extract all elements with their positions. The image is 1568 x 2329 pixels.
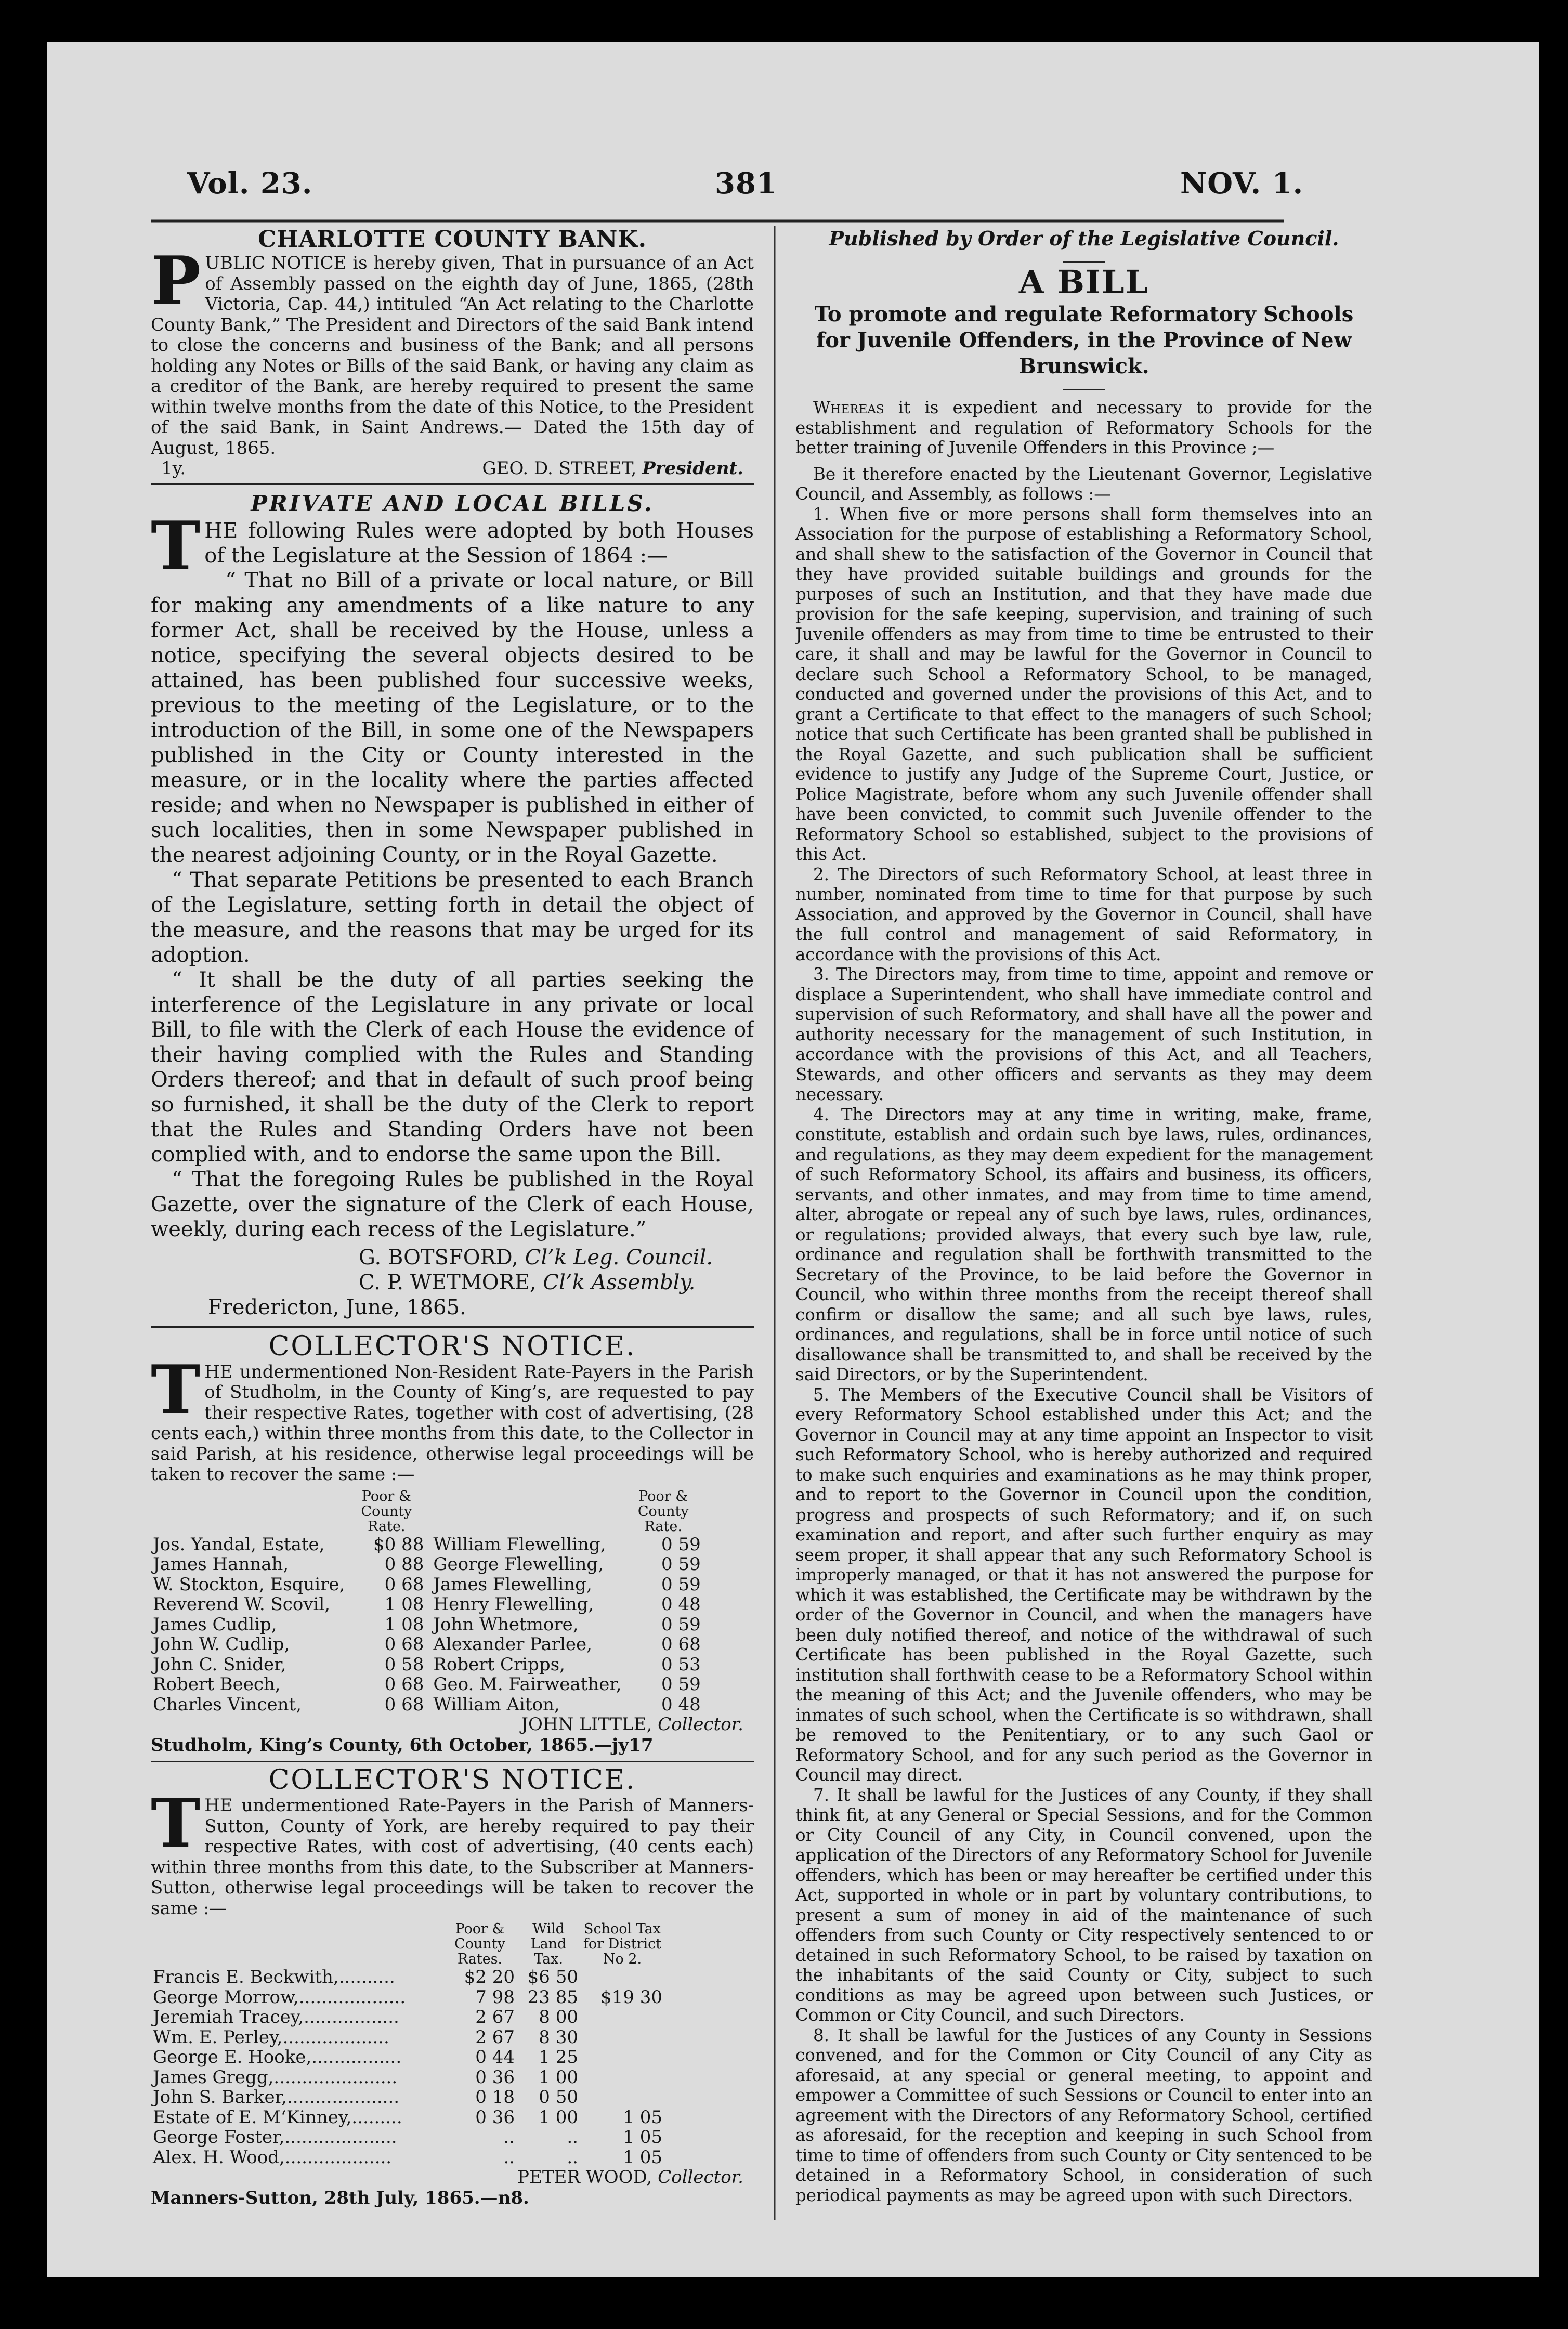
notice2-signer-title: Collector. [658,2167,743,2188]
studholm-rates-table [151,1488,703,1715]
notice2-footer: Manners-Sutton, 28th July, 1865.—n8. [151,2187,529,2208]
notice2-signer: PETER WOOD, [517,2167,652,2188]
table-row: John S. Barker,.................... 0 18 0 50 [153,2087,578,2108]
whereas-clause: it is expedient and necessary to provide for the establishment and regulation of Reformatory Schools for the better training of Juvenile Offenders in this Province ;— [795,398,1373,457]
bill-section: 7. It shall be lawful for the Justices of any County, if they shall think fit, at any General or Special Sessions, and for the Common or City Council of any City, in Council convened, upon the application of the Directors of any Reformatory School for Juvenile offenders, which has been or may hereafter be certified under this Act, supported in whole or in part by voluntary contributions, to present a sum of money in aid of the maintenance of such offenders from such County or City respectively sentenced to or detained in such Reformatory School, to be raised by taxation on the inhabitants of the said County or City, subject to such conditions as may be agreed upon between such Justices, or Common or City Council, and such Directors. [795,1785,1373,2025]
collector-notice-title: COLLECTOR'S NOTICE. [268,1330,636,1362]
bills-intro: HE following Rules were adopted by both Houses of the Legislature at the Session of 1864 :— [204,518,754,568]
school-tax-header: School Tax for District No 2. [583,1921,662,1967]
notice2-drop-cap: T [151,1785,201,1863]
notice1-drop-cap: T [151,1351,201,1429]
volume-number: Vol. 23. [187,166,313,201]
bank-signer-title: President. [642,458,743,479]
table-row: John C. Snider, 0 58 Robert Cripps, 0 53 [153,1654,701,1675]
table-row: Robert Beech, 0 68 Geo. M. Fairweather, 0 59 [153,1674,701,1695]
bank-notice [151,226,754,479]
rate-column-header: Poor & County Rate. [361,1488,412,1535]
rate-column-header: Poor & County Rate. [637,1488,689,1535]
table-row: W. Stockton, Esquire, 0 68 James Flewelling, 0 59 [153,1574,701,1595]
bills-rule-paragraph: “ It shall be the duty of all parties seeking the interference of the Legislature in any private or local Bill, to file with the Clerk of each House the evidence of their having complied with the Rules and Standing Orders thereof; and that in default of such proof being so furnished, it shall be the duty of the Clerk to report that the Rules and Standing Orders have not been complied with, and to endorse the same upon the Bill. [151,967,754,1167]
bank-notice-title: CHARLOTTE COUNTY BANK. [258,226,647,253]
table-row: George E. Hooke,................ 0 44 1 25 [153,2047,578,2068]
bill-section: 2. The Directors of such Reformatory School, at least three in number, nominated from time to time for that purpose by such Association, and approved by the Governor in Council, shall have the full control and management of said Reformatory, in accordance with the provisions of this Act. [795,864,1373,964]
bill-section: 3. The Directors may, from time to time, appoint and remove or displace a Superintendent, who shall have immediate control and supervision of such Reformatory, and shall have all the power and authority necessary for the management of such Institution, in accordance with the provisions of this Act, and all Teachers, Stewards, and other officers and servants as they may deem necessary. [795,964,1373,1104]
bills-drop-cap: T [151,507,201,585]
issue-date: NOV. 1. [1180,166,1304,201]
bills-place-date: Fredericton, June, 1865. [208,1295,466,1319]
table-row: George Morrow,................... 7 98 23 85 $19 30 [153,1986,662,2008]
whereas-word: Whereas [813,398,884,417]
bill-section: 8. It shall be lawful for the Justices of any County in Sessions convened, and for the Common or City Council of any City as aforesaid, at any special or general meeting, to appoint and empower a Committee of such Sessions or Council to enter into an agreement with the Directors of any Reformatory School, certified as aforesaid, for the reception and keeping in such School from time to time of offenders from such County or City sentenced to be detained in a Reformatory School, in consideration of such periodical payments as may be agreed upon with such Directors. [795,2025,1373,2205]
collector-notice-studholm [151,1331,754,1756]
bank-term: 1y. [161,458,186,479]
notice2-text: HE undermentioned Rate-Payers in the Parish of Manners-Sutton, County of York, are hereby required to pay their respective Rates, with cost of advertising, (40 cents each) within three months from this date, to the Subscriber at Manners-Sutton, otherwise legal proceedings will be taken to recover the same :— [151,1795,754,1919]
newspaper-page [47,42,1539,2277]
page-number: 381 [715,166,777,201]
right-column [795,226,1373,2217]
table-row: James Gregg,...................... 0 36 1 00 [153,2066,578,2088]
collector-notice-manners-sutton [151,1764,754,2208]
table-row: George Foster,.................... .. .. 1 05 [153,2127,662,2148]
table-row: Francis E. Beckwith,.......... $2 20 $6 50 [153,1967,578,1987]
bill-title: A BILL [1018,263,1149,301]
signer-title: Cl’k Assembly. [543,1270,696,1294]
bill-section: 5. The Members of the Executive Council shall be Visitors of every Reformatory School established under this Act; and the Governor in Council may at any time appoint an Inspector to visit such Reformatory School, who is hereby authorized and required to make such enquiries and examinations as he may think proper, and to report to the Governor in Council upon the condition, progress and prospects of such Reformatory; and if, on such examination and report, and after such further enquiry as may seem proper, it shall appear that any such Reformatory School is improperly managed, or that it has not answered the purpose for which it was established, the Certificate may be withdrawn by the order of the Governor in Council, and when the managers have been duly notified thereof, and notice of the withdrawal of such Certificate has been published in the Royal Gazette, such institution shall forthwith cease to be a Reformatory School within the meaning of this Act; and the Juvenile offenders, who may be inmates of such school, when the Certificate is so withdrawn, shall be removed to the Penitentiary, or to any such Gaol or Reformatory School, and for any such period as the Governor in Council may direct. [795,1384,1373,1785]
bill-section: 1. When five or more persons shall form themselves into an Association for the purpose of establishing a Reformatory School, and shall shew to the satisfaction of the Governor in Council that they have provided suitable buildings and grounds for the purposes of such an Institution, and that they have made due provision for the safe keeping, supervision, and training of such Juvenile offenders as may from time to time be entrusted to their care, it shall and may be lawful for the Governor in Council to declare such School a Reformatory School, to be managed, conducted and governed under the provisions of this Act, and to grant a Certificate to that effect to the managers of such School; notice that such Certificate has been granted shall be published in the Royal Gazette, and such publication shall be sufficient evidence to justify any Judge of the Supreme Court, Justice, or Police Magistrate, before whom any such Juvenile offender shall have been convicted, to commit such Juvenile offender to the Reformatory School so established, subject to the provisions of this Act. [795,504,1373,864]
bank-notice-text: UBLIC NOTICE is hereby given, That in pursuance of an Act of Assembly passed on the eighth day of June, 1865, (28th Victoria, Cap. 44,) intituled “An Act relating to the Charlotte County Bank,” The President and Directors of the said Bank intend to close the concerns and business of the Bank; and all persons holding any Notes or Bills of the said Bank, or having any claim as a creditor of the Bank, are hereby required to present the same within twelve months from the date of this Notice, to the President of the said Bank, in Saint Andrews.— Dated the 15th day of August, 1865. [151,253,754,459]
collector-notice-title: COLLECTOR'S NOTICE. [268,1764,636,1796]
wild-land-header: Wild Land Tax. [530,1921,567,1967]
table-row: Estate of E. M‘Kinney,......... 0 36 1 00 1 05 [153,2106,662,2128]
notice1-signer: JOHN LITTLE, [521,1714,652,1735]
published-by-line: Published by Order of the Legislative Council. [829,227,1339,250]
poor-rates-header: Poor & County Rates. [454,1921,505,1967]
signer-name: G. BOTSFORD, [359,1245,518,1270]
table-row: Alex. H. Wood,................... .. .. 1 05 [153,2147,662,2168]
signer-name: C. P. WETMORE, [359,1270,537,1294]
bill-subtitle: To promote and regulate Reformatory Schools for Juvenile Offenders, in the Province of New Brunswick. [814,302,1354,378]
private-bills-title: PRIVATE AND LOCAL BILLS. [251,490,654,516]
bank-drop-cap: P [151,242,201,320]
bill-section: 4. The Directors may at any time in writing, make, frame, constitute, establish and ordain such bye laws, rules, ordinances, and regulations, as they may deem expedient for the management of such Reformatory School, its affairs and business, its officers, servants, and other inmates, and may from time to time amend, alter, abrogate or repeal any of such bye laws, rules, ordinances, or regulations; provided always, that every such bye law, rule, ordinance and regulation shall be forthwith transmitted to the Secretary of the Province, to be laid before the Governor in Council, who within three months from the receipt thereof shall confirm or disallow the same; and all such bye laws, rules, ordinances, and regulations, shall be in force until notice of such disallowance shall be transmitted to, and shall be received by the said Directors, or by the Superintendent. [795,1104,1373,1384]
bills-rule-paragraph: “ That separate Petitions be presented to each Branch of the Legislature, setting forth in detail the object of the measure, and the reasons that may be urged for its adoption. [151,868,754,967]
private-bills-notice [151,489,754,1320]
bills-rule-paragraph: “ That no Bill of a private or local nature, or Bill for making any amendments of a like nature to any former Act, shall be received by the House, unless a notice, specifying the several objects desired to be attained, has been published four successive weeks, previous to the meeting of the Legislature, or to the introduction of the Bill, in some one of the Newspapers published in the City or County interested in the measure, or in the locality where the parties affected reside; and when no Newspaper is published in either of such localities, then in some Newspaper published in the nearest adjoining County, or in the Royal Gazette. [151,568,754,867]
manners-sutton-rates-table [151,1921,664,2167]
signer-title: Cl’k Leg. Council. [525,1245,713,1270]
notice1-footer: Studholm, King’s County, 6th October, 1865.—jy17 [151,1734,654,1756]
notice1-signer-title: Collector. [658,1714,743,1735]
bills-rule-paragraph: “ That the foregoing Rules be published in the Royal Gazette, over the signature of the Clerk of each House, weekly, during each recess of the Legislature.” [151,1167,754,1241]
table-row: Jeremiah Tracey,................. 2 67 8 00 [153,2007,578,2027]
bank-signer: GEO. D. STREET, [482,458,637,479]
table-row: Charles Vincent, 0 68 William Aiton, 0 48 [153,1694,701,1715]
table-row: John W. Cudlip, 0 68 Alexander Parlee, 0 68 [153,1634,701,1655]
table-row: James Cudlip, 1 08 John Whetmore, 0 59 [153,1614,701,1635]
enacting-clause: Be it therefore enacted by the Lieutenant Governor, Legislative Council, and Assembly, as follows :— [795,464,1373,504]
table-row: Jos. Yandal, Estate, $0 88 William Flewelling, 0 59 [153,1534,701,1555]
table-row: James Hannah, 0 88 George Flewelling, 0 59 [153,1554,701,1575]
table-row: Reverend W. Scovil, 1 08 Henry Flewelling, 0 48 [153,1594,701,1615]
table-row: Wm. E. Perley,................... 2 67 8 30 [153,2026,578,2048]
notice1-text: HE undermentioned Non-Resident Rate-Payers in the Parish of Studholm, in the County of King’s, are requested to pay their respective Rates, together with cost of advertising, (28 cents each,) within three months from this date, to the Collector in said Parish, at his residence, otherwise legal proceedings will be taken to recover the same :— [151,1361,754,1485]
left-column [151,226,754,2217]
